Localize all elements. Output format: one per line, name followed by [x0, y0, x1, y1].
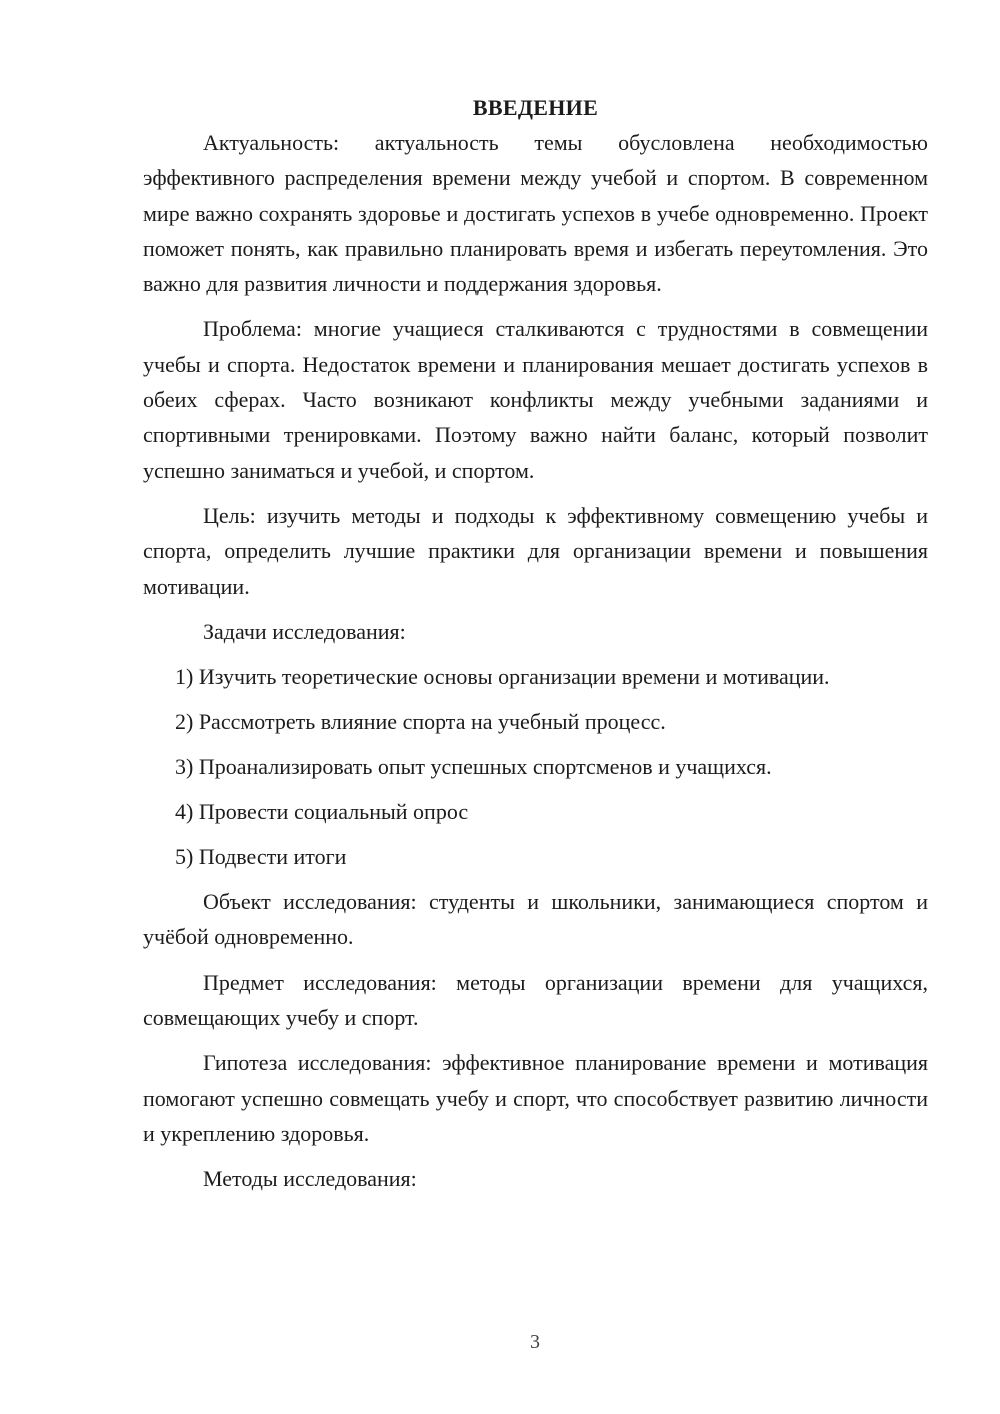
relevance-paragraph: Актуальность: актуальность темы обусловлена необходимостью эффективного распределения времени между учебой и спортом. В современном мире важно сохранять здоровье и достигать успехов в учебе одновременно. Проект поможет понять, как правильно планировать время и избегать переутомления. Это важно для развития личности и поддержания здоровья. — [143, 130, 928, 297]
hypothesis-paragraph: Гипотеза исследования: эффективное планирование времени и мотивация помогают успешно совмещать учебу и спорт, что способствует развитию личности и укреплению здоровья. — [143, 1050, 928, 1146]
subject-paragraph: Предмет исследования: методы организации времени для учащихся, совмещающих учебу и спорт. — [143, 969, 928, 1031]
task-item-2: 2) Рассмотреть влияние спорта на учебный процесс. — [175, 709, 666, 735]
document-page — [143, 90, 928, 1207]
goal-paragraph: Цель: изучить методы и подходы к эффективному совмещению учебы и спорта, определить лучшие практики для организации времени и повышения мотивации. — [143, 502, 928, 599]
task-item-5: 5) Подвести итоги — [175, 844, 347, 870]
task-item-4: 4) Провести социальный опрос — [175, 799, 469, 825]
task-item-1: 1) Изучить теоретические основы организации времени и мотивации. — [175, 664, 830, 690]
page-number: 3 — [530, 1331, 540, 1353]
page-title: ВВЕДЕНИЕ — [472, 95, 599, 120]
methods-heading: Методы исследования: — [203, 1166, 417, 1192]
object-paragraph: Объект исследования: студенты и школьники, занимающиеся спортом и учёбой одновременно. — [143, 889, 928, 950]
task-item-3: 3) Проанализировать опыт успешных спортсменов и учащихся. — [175, 754, 772, 780]
problem-paragraph: Проблема: многие учащиеся сталкиваются с трудностями в совмещении учебы и спорта. Недостаток времени и планирования мешает достигать успехов в обеих сферах. Часто возникают конфликты между учебными заданиями и спортивными тренировками. Поэтому важно найти баланс, который позволит успешно заниматься и учебой, и спортом. — [143, 316, 928, 483]
tasks-heading: Задачи исследования: — [203, 618, 406, 644]
